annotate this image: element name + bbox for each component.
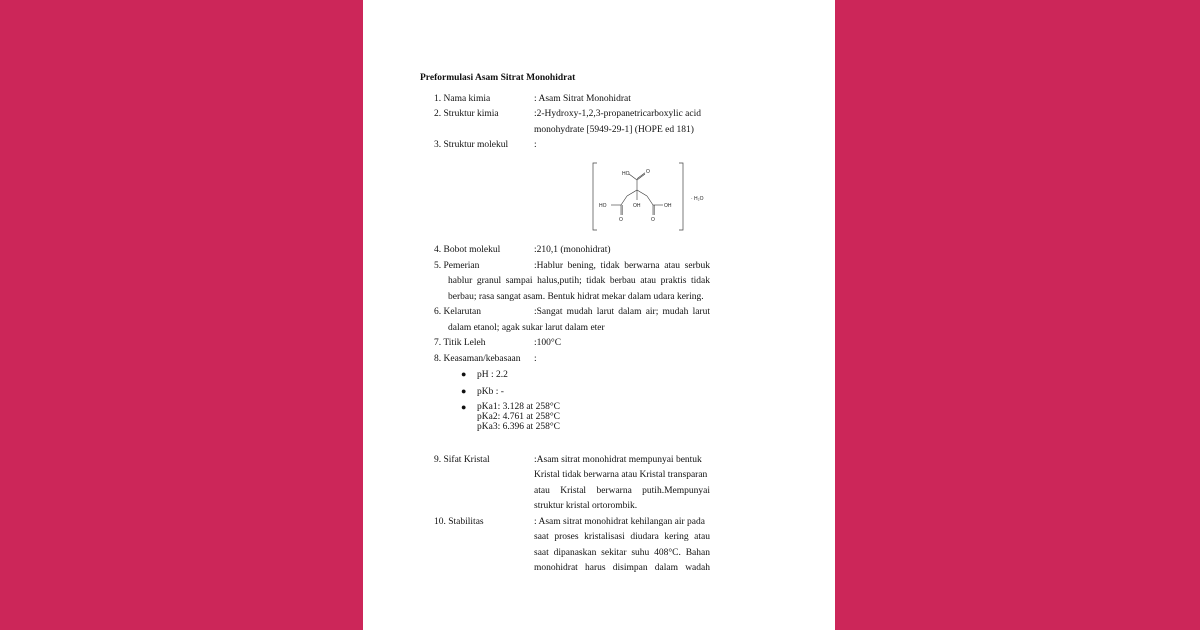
item-label: 5. Pemerian bbox=[434, 261, 480, 271]
item-label: 1. Nama kimia bbox=[434, 94, 491, 104]
item-label: 9. Sifat Kristal bbox=[434, 455, 490, 465]
label-oh-mid: OH bbox=[633, 203, 641, 209]
item-label: 2. Struktur kimia bbox=[434, 109, 499, 119]
item-value: :210,1 (monohidrat) bbox=[534, 245, 611, 255]
item-continuation: dalam etanol; agak sukar larut dalam eter bbox=[448, 323, 605, 333]
document-page bbox=[363, 0, 835, 630]
label-o-left: O bbox=[619, 217, 623, 223]
label-oh-right: OH bbox=[664, 203, 672, 209]
item-value: :2-Hydroxy-1,2,3-propanetricarboxylic acid bbox=[534, 109, 701, 119]
label-o-right: O bbox=[651, 217, 655, 223]
item-label: 8. Keasaman/kebasaan bbox=[434, 354, 521, 364]
item-label: 4. Bobot molekul bbox=[434, 245, 501, 255]
item-value: :Sangat mudah larut dalam air; mudah larut bbox=[534, 307, 710, 317]
item-value: atau Kristal berwarna putih.Mempunyai bbox=[534, 486, 710, 496]
item-value: : Asam Sitrat Monohidrat bbox=[534, 94, 631, 104]
label-ho-left: HO bbox=[599, 203, 607, 209]
bullet-icon: ● bbox=[461, 369, 467, 379]
item-value: monohydrate [5949-29-1] (HOPE ed 181) bbox=[534, 125, 694, 135]
acid-pka1: pKa1: 3.128 at 258°C bbox=[477, 402, 560, 412]
page-title: Preformulasi Asam Sitrat Monohidrat bbox=[420, 73, 576, 83]
item-value: struktur kristal ortorombik. bbox=[534, 501, 638, 511]
label-ho-top: HO bbox=[622, 171, 630, 177]
label-o-top: O bbox=[646, 169, 650, 175]
item-value: :100°C bbox=[534, 338, 562, 348]
acid-ph: pH : 2.2 bbox=[477, 370, 508, 380]
item-label: 7. Titik Leleh bbox=[434, 338, 486, 348]
label-water: · H₂O bbox=[691, 196, 704, 202]
item-value: Kristal tidak berwarna atau Kristal transparan bbox=[534, 470, 708, 480]
item-value: saat proses kristalisasi diudara kering atau bbox=[534, 532, 710, 542]
item-value: : bbox=[534, 140, 537, 150]
item-value: : Asam sitrat monohidrat kehilangan air pada bbox=[534, 517, 705, 527]
item-label: 10. Stabilitas bbox=[434, 517, 484, 527]
item-label: 6. Kelarutan bbox=[434, 307, 481, 317]
bullet-icon: ● bbox=[461, 386, 467, 396]
acid-pka3: pKa3: 6.396 at 258°C bbox=[477, 422, 560, 432]
item-value: :Asam sitrat monohidrat mempunyai bentuk bbox=[534, 455, 702, 465]
item-continuation: hablur granul sampai halus,putih; tidak berbau atau praktis tidak bbox=[448, 276, 710, 286]
item-value: monohidrat harus disimpan dalam wadah bbox=[534, 563, 710, 573]
item-label: 3. Struktur molekul bbox=[434, 140, 509, 150]
acid-pka2: pKa2: 4.761 at 258°C bbox=[477, 412, 560, 422]
item-value: :Hablur bening, tidak berwarna atau serbuk bbox=[534, 261, 710, 271]
acid-pkb: pKb : - bbox=[477, 387, 504, 397]
item-value: : bbox=[534, 354, 537, 364]
item-value: saat dipanaskan sekitar suhu 408°C. Bahan bbox=[534, 548, 710, 558]
bullet-icon: ● bbox=[461, 402, 467, 412]
citric-acid-structure bbox=[591, 160, 716, 232]
item-continuation: berbau; rasa sangat asam. Bentuk hidrat mekar dalam udara kering. bbox=[448, 292, 704, 302]
